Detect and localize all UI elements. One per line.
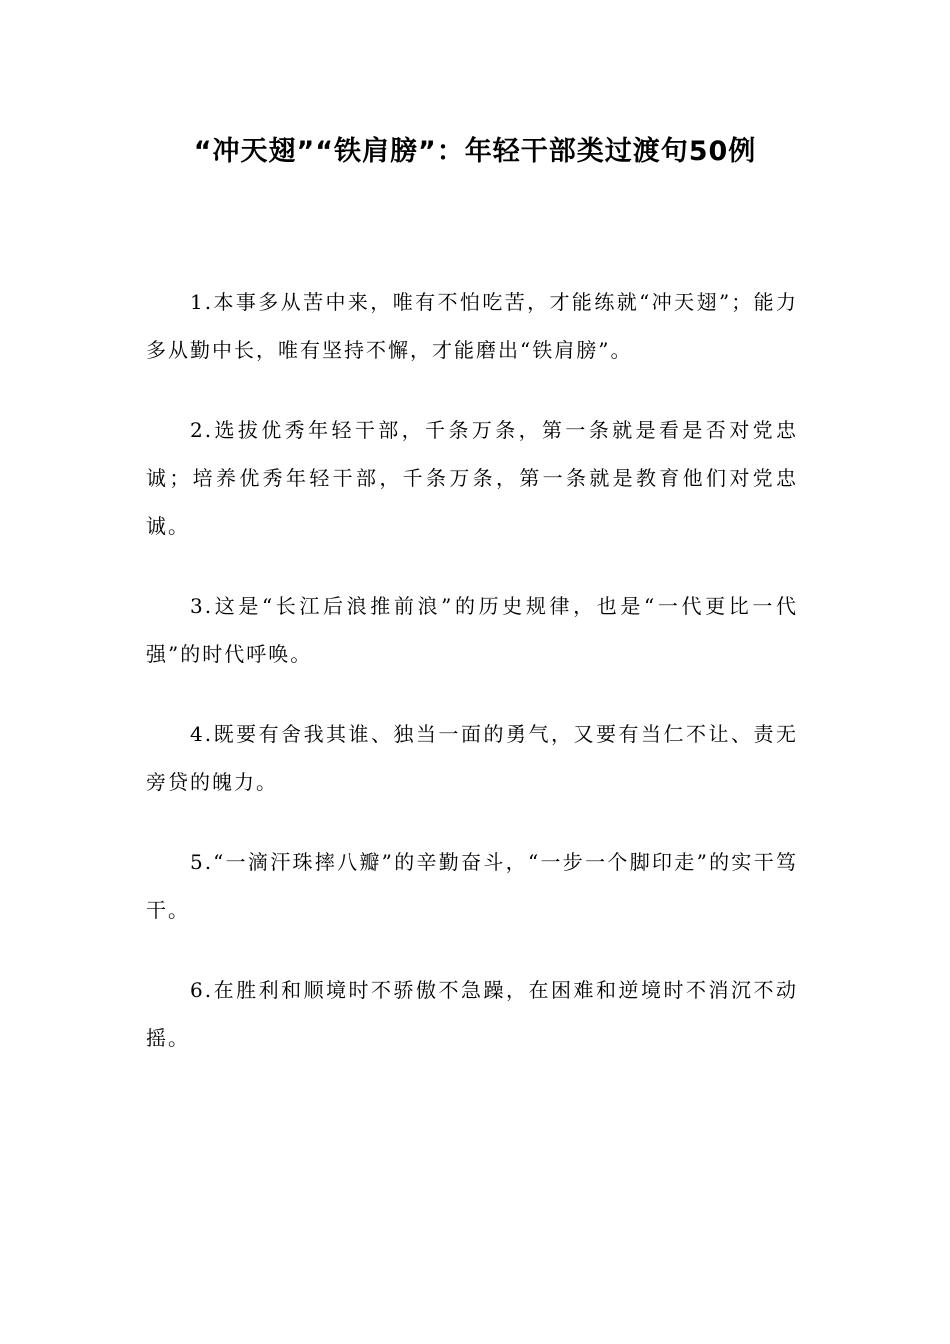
paragraph-3: 3.这是“长江后浪推前浪”的历史规律，也是“一代更比一代强”的时代呼唤。	[146, 594, 798, 666]
paragraph-5: 5.“一滴汗珠摔八瓣”的辛勤奋斗，“一步一个脚印走”的实干笃干。	[146, 850, 798, 922]
document-body	[146, 278, 798, 1094]
paragraph-4: 4.既要有舍我其谁、独当一面的勇气，又要有当仁不让、责无旁贷的魄力。	[146, 722, 798, 794]
paragraph-6: 6.在胜利和顺境时不骄傲不急躁，在困难和逆境时不消沉不动摇。	[146, 978, 798, 1050]
document-title: “冲天翅”“铁肩膀”：年轻干部类过渡句50例	[193, 136, 757, 167]
paragraph-2: 2.选拔优秀年轻干部，千条万条，第一条就是看是否对党忠诚；培养优秀年轻干部，千条万条，第一条就是教育他们对党忠诚。	[146, 418, 798, 538]
paragraph-1: 1.本事多从苦中来，唯有不怕吃苦，才能练就“冲天翅”；能力多从勤中长，唯有坚持不懈，才能磨出“铁肩膀”。	[146, 290, 798, 362]
